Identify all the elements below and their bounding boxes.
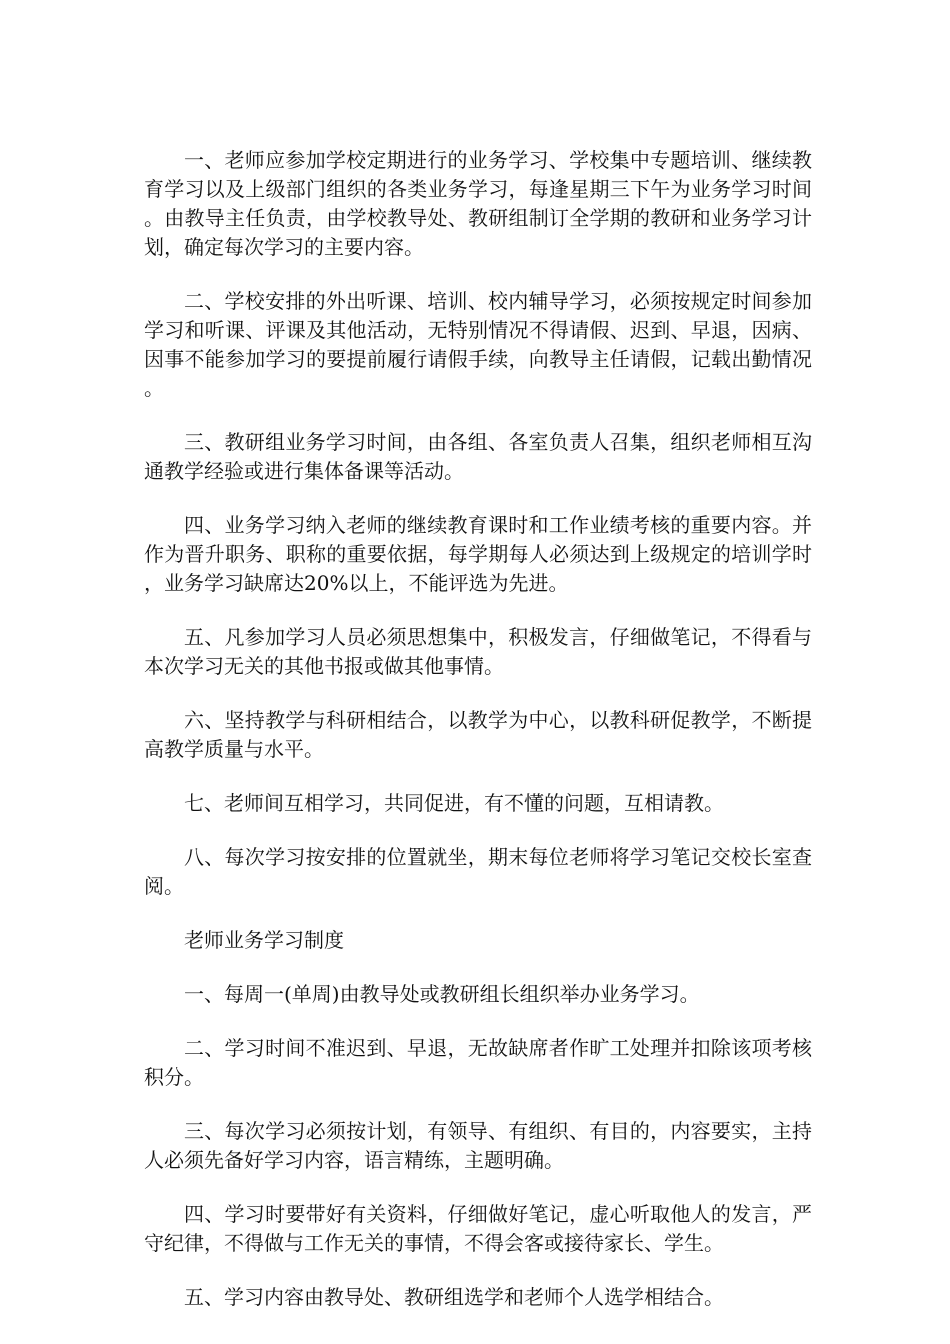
paragraph-1: 一、老师应参加学校定期进行的业务学习、学校集中专题培训、继续教育学习以及上级部门组织的各类业务学习，每逢星期三下午为业务学习时间。由教导主任负责，由学校教导处、教研组制订全学期的教研和业务学习计划，确定每次学习的主要内容。	[144, 148, 812, 259]
paragraph-7: 七、老师间互相学习，共同促进，有不懂的问题，互相请教。	[184, 791, 724, 815]
paragraph-5: 五、凡参加学习人员必须思想集中，积极发言，仔细做笔记，不得看与本次学习无关的其他书报或做其他事情。	[144, 625, 812, 678]
paragraph-8: 八、每次学习按安排的位置就坐，期末每位老师将学习笔记交校长室查阅。	[144, 845, 812, 898]
paragraph-9: 一、每周一(单周)由教导处或教研组长组织举办业务学习。	[184, 982, 700, 1006]
paragraph-3: 三、教研组业务学习时间，由各组、各室负责人召集，组织老师相互沟通教学经验或进行集体备课等活动。	[144, 430, 812, 483]
paragraph-10: 二、学习时间不准迟到、早退，无故缺席者作旷工处理并扣除该项考核积分。	[144, 1036, 812, 1089]
document-body	[144, 146, 812, 1337]
paragraph-12: 四、学习时要带好有关资料，仔细做好笔记，虚心听取他人的发言，严守纪律，不得做与工作无关的事情，不得会客或接待家长、学生。	[144, 1202, 812, 1255]
paragraph-11: 三、每次学习必须按计划，有领导、有组织、有目的，内容要实，主持人必须先备好学习内容，语言精练，主题明确。	[144, 1119, 812, 1172]
paragraph-13: 五、学习内容由教导处、教研组选学和老师个人选学相结合。	[184, 1285, 724, 1309]
section-heading: 老师业务学习制度	[184, 928, 344, 952]
paragraph-2: 二、学校安排的外出听课、培训、校内辅导学习，必须按规定时间参加学习和听课、评课及其他活动，无特别情况不得请假、迟到、早退，因病、因事不能参加学习的要提前履行请假手续，向教导主任请假，记载出勤情况。	[144, 289, 812, 400]
paragraph-6: 六、坚持教学与科研相结合，以教学为中心，以教科研促教学，不断提高教学质量与水平。	[144, 708, 812, 761]
paragraph-4: 四、业务学习纳入老师的继续教育课时和工作业绩考核的重要内容。并作为晋升职务、职称的重要依据，每学期每人必须达到上级规定的培训学时，业务学习缺席达20%以上，不能评选为先进。	[144, 513, 812, 595]
